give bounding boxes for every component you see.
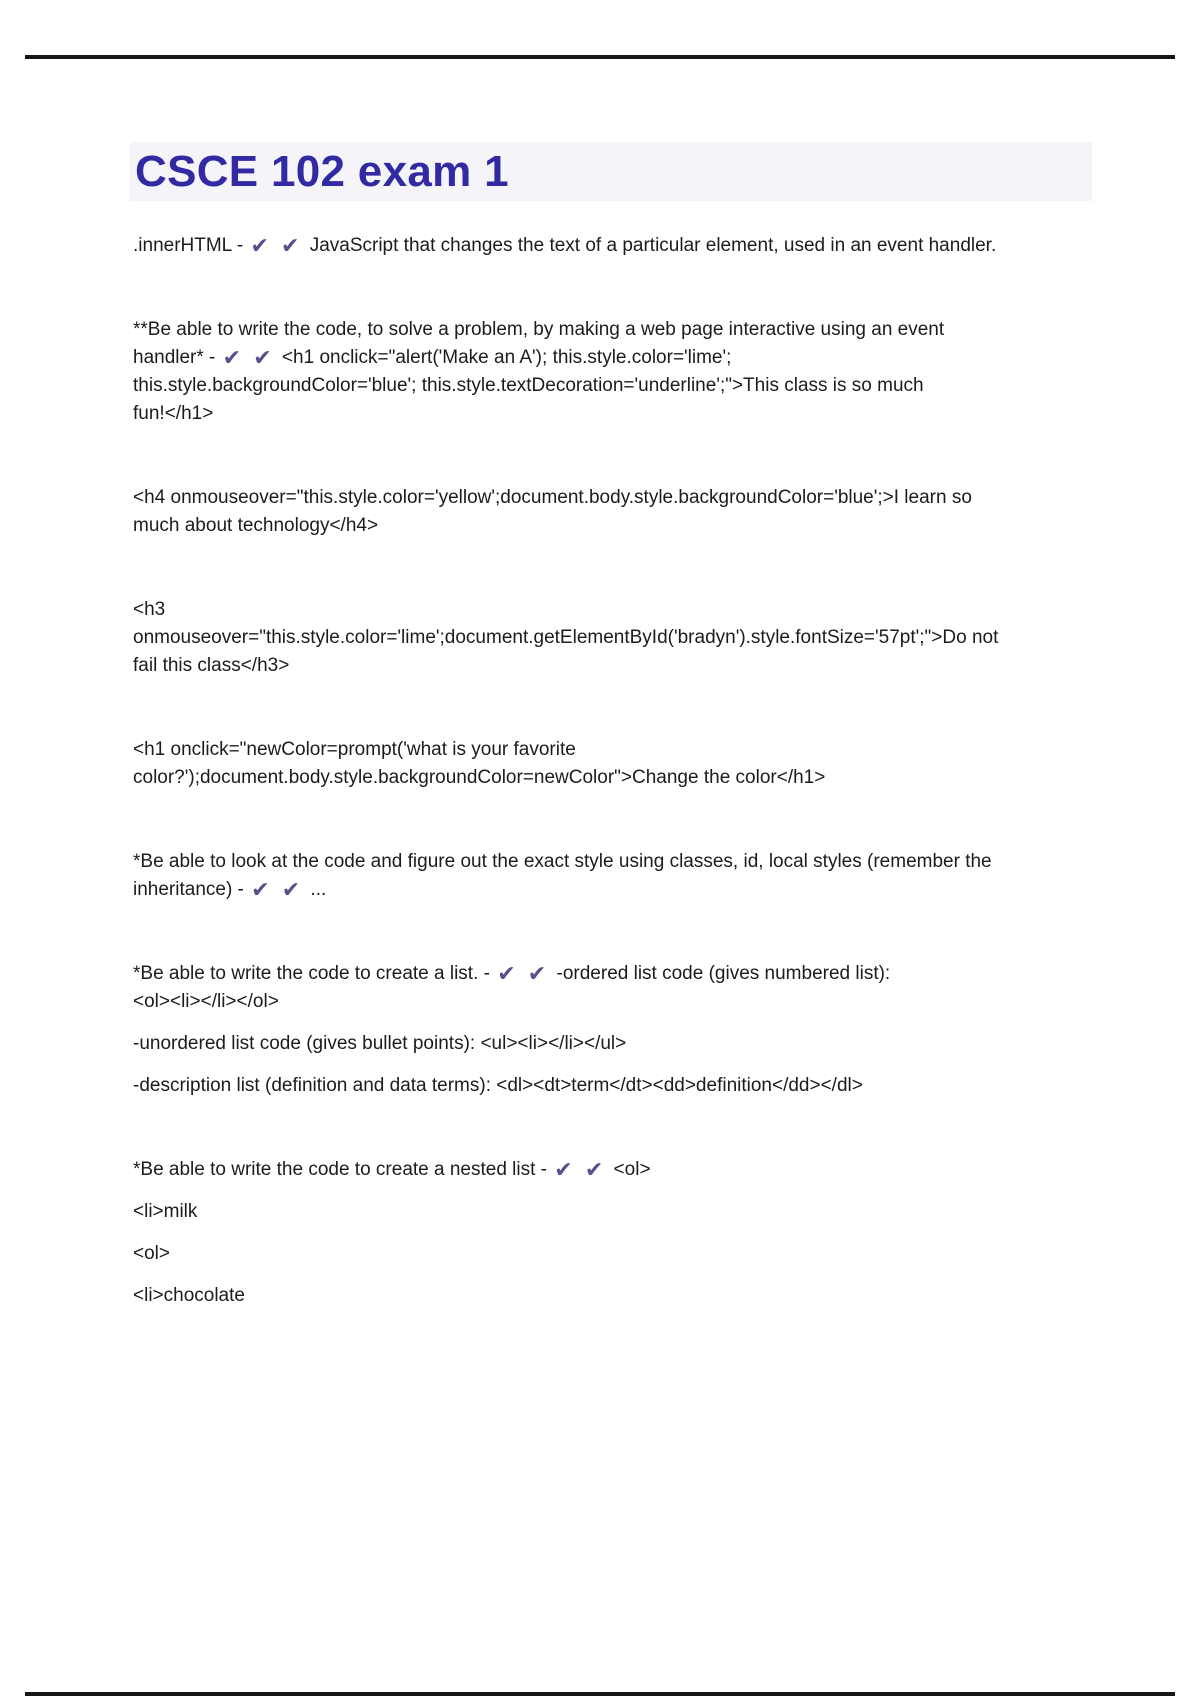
text-line — [133, 372, 1093, 400]
double-checkmark-icon: ✔ ✔ — [251, 877, 304, 902]
text-segment: onmouseover="this.style.color='lime';document.getElementById('bradyn').style.fontSize='57pt';">Do not — [133, 627, 999, 648]
text-line — [133, 344, 1093, 372]
text-segment: -ordered list code (gives numbered list): — [551, 963, 891, 984]
paragraph-block — [133, 1030, 1093, 1058]
text-segment: <h1 onclick="newColor=prompt('what is your favorite — [133, 739, 576, 760]
text-line — [133, 232, 1093, 260]
text-segment: fun!</h1> — [133, 403, 214, 424]
text-segment: <h4 onmouseover="this.style.color='yellow';document.body.style.backgroundColor='blue';>I learn so — [133, 487, 972, 508]
text-segment: <h1 onclick="alert('Make an A'); this.style.color='lime'; — [276, 347, 732, 368]
text-line — [133, 764, 1093, 792]
double-checkmark-icon: ✔ ✔ — [497, 961, 550, 986]
text-line — [133, 848, 1093, 876]
paragraph-block — [133, 960, 1093, 1016]
text-segment: -unordered list code (gives bullet points): <ul><li></li></ul> — [133, 1033, 627, 1054]
text-line — [133, 876, 1093, 904]
text-segment: this.style.backgroundColor='blue'; this.style.textDecoration='underline';">This class is so much — [133, 375, 924, 396]
paragraph-block — [133, 1282, 1093, 1310]
text-segment: *Be able to write the code to create a list. - — [133, 963, 496, 984]
double-checkmark-icon: ✔ ✔ — [222, 345, 275, 370]
paragraph-block — [133, 232, 1093, 260]
text-line — [133, 652, 1093, 680]
text-segment: much about technology</h4> — [133, 515, 379, 536]
text-segment: JavaScript that changes the text of a particular element, used in an event handler. — [304, 235, 997, 256]
paragraph-block — [133, 316, 1093, 428]
text-segment: *Be able to write the code to create a nested list - — [133, 1159, 553, 1180]
text-line — [133, 736, 1093, 764]
bottom-divider — [25, 1692, 1175, 1696]
top-divider — [25, 55, 1175, 59]
text-line — [133, 1198, 1093, 1226]
paragraph-block — [133, 1072, 1093, 1100]
text-line — [133, 1072, 1093, 1100]
double-checkmark-icon: ✔ ✔ — [554, 1157, 607, 1182]
text-line — [133, 1240, 1093, 1268]
text-segment: -description list (definition and data terms): <dl><dt>term</dt><dd>definition</dd></dl> — [133, 1075, 863, 1096]
text-line — [133, 484, 1093, 512]
text-line — [133, 624, 1093, 652]
paragraph-block — [133, 596, 1093, 680]
text-segment: .innerHTML - — [133, 235, 249, 256]
paragraph-block — [133, 484, 1093, 540]
text-segment: inheritance) - — [133, 879, 250, 900]
paragraph-block — [133, 736, 1093, 792]
text-segment: <h3 — [133, 599, 166, 620]
text-line — [133, 400, 1093, 428]
text-segment: fail this class</h3> — [133, 655, 290, 676]
text-line — [133, 596, 1093, 624]
text-segment: *Be able to look at the code and figure out the exact style using classes, id, local styles (remember the — [133, 851, 992, 872]
title-highlight-bar — [130, 142, 1092, 201]
text-line — [133, 1282, 1093, 1310]
double-checkmark-icon: ✔ ✔ — [250, 233, 303, 258]
text-line — [133, 316, 1093, 344]
text-segment: handler* - — [133, 347, 221, 368]
text-segment: <ol><li></li></ol> — [133, 991, 279, 1012]
text-segment: **Be able to write the code, to solve a problem, by making a web page interactive using an event — [133, 319, 945, 340]
page-title: CSCE 102 exam 1 — [135, 146, 509, 196]
text-segment: <ol> — [133, 1243, 170, 1264]
paragraph-block — [133, 1156, 1093, 1184]
text-line — [133, 988, 1093, 1016]
text-segment: color?');document.body.style.backgroundColor=newColor">Change the color</h1> — [133, 767, 826, 788]
text-line — [133, 1156, 1093, 1184]
text-line — [133, 1030, 1093, 1058]
paragraph-block — [133, 1198, 1093, 1226]
text-segment: <ol> — [608, 1159, 651, 1180]
text-segment: ... — [305, 879, 327, 900]
text-segment: <li>milk — [133, 1201, 198, 1222]
text-line — [133, 960, 1093, 988]
paragraph-block — [133, 848, 1093, 904]
paragraph-block — [133, 1240, 1093, 1268]
text-line — [133, 512, 1093, 540]
document-body — [133, 232, 1093, 1310]
text-segment: <li>chocolate — [133, 1285, 245, 1306]
